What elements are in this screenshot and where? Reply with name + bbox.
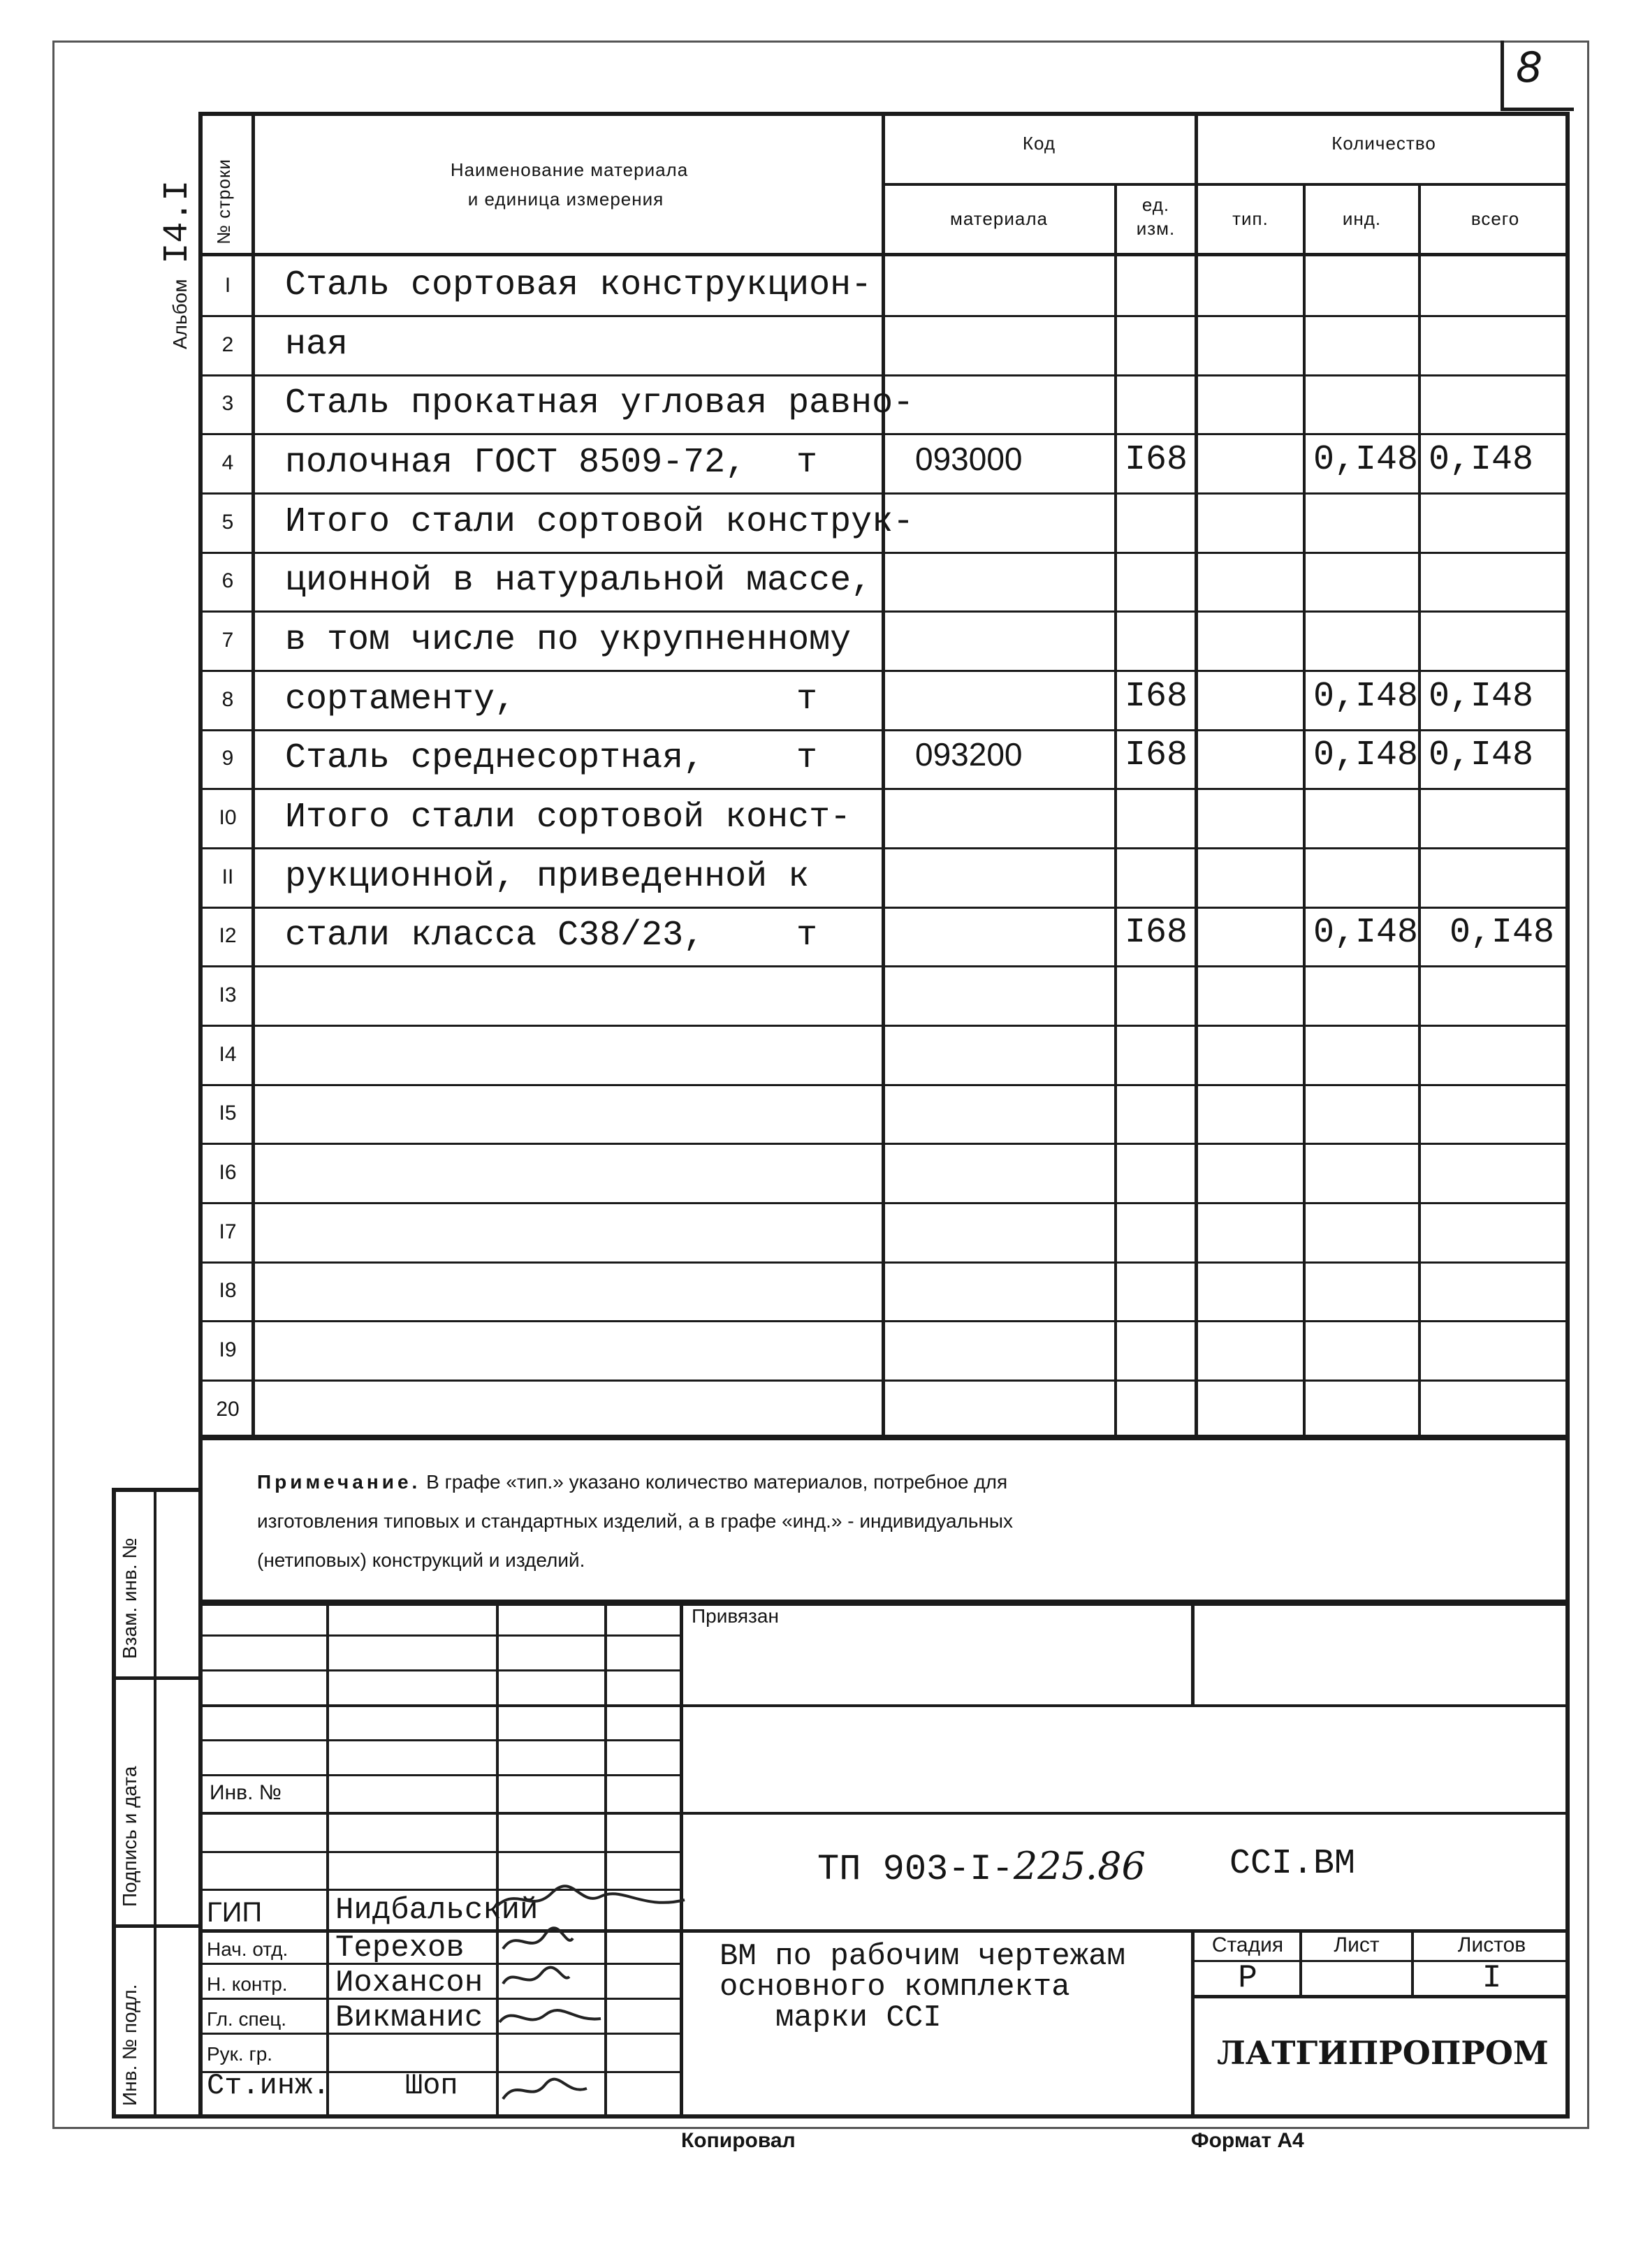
row-name: стали класса С38/23, xyxy=(285,916,705,956)
row-unit: I68 xyxy=(1125,440,1188,480)
row-name: Итого стали сортовой конст- xyxy=(285,798,852,837)
row-unit: I68 xyxy=(1125,677,1188,717)
row-number: 8 xyxy=(221,688,234,711)
signer-role: Нач. отд. xyxy=(207,1938,289,1960)
col-line-unit xyxy=(1195,112,1198,1439)
row-number: I9 xyxy=(219,1338,237,1361)
note-text-2: изготовления типовых и стандартных изделий, а в графе «инд.» - индивидуальных xyxy=(257,1510,1014,1532)
row-code: 093000 xyxy=(915,441,1023,477)
header-unit-1: ед. xyxy=(1141,194,1170,215)
header-name-2: и единица измерения xyxy=(467,189,664,210)
header-name-1: Наименование материала xyxy=(450,159,689,180)
signer-role: Рук. гр. xyxy=(207,2043,273,2065)
row-ind: 0,I48 xyxy=(1313,677,1419,717)
signature-marks xyxy=(489,1879,699,2116)
row-unit: I68 xyxy=(1125,913,1188,953)
row-unit-t: т xyxy=(796,916,818,956)
signer-role: Н. контр. xyxy=(207,1973,288,1995)
signer-name: Викманис xyxy=(335,2000,483,2035)
col-line-code xyxy=(1114,183,1117,1439)
row-ind: 0,I48 xyxy=(1313,913,1419,953)
row-number: 9 xyxy=(221,747,234,770)
row-unit: I68 xyxy=(1125,736,1188,775)
sheet-label: Лист xyxy=(1334,1933,1380,1956)
footer-format: Формат А4 xyxy=(1191,2129,1304,2152)
header-row-no: № строки xyxy=(213,159,234,244)
row-unit-t: т xyxy=(796,443,818,483)
note xyxy=(257,1463,1556,1580)
side-label-podpis: Подпись и дата xyxy=(119,1766,140,1907)
row-number: I5 xyxy=(219,1102,237,1125)
album-number: I4.I xyxy=(158,180,198,264)
row-name: ционной в натуральной массе, xyxy=(285,561,873,601)
note-line-1 xyxy=(257,1463,1556,1502)
signer-role: Гл. спец. xyxy=(207,2008,287,2030)
note-lead: Примечание. xyxy=(257,1471,421,1493)
note-text-1: В графе «тип.» указано количество материалов, потребное для xyxy=(426,1471,1008,1493)
row-number: I7 xyxy=(219,1220,237,1243)
row-unit-t: т xyxy=(796,738,818,778)
col-line-typ xyxy=(1303,183,1306,1439)
row-unit-t: т xyxy=(796,680,818,719)
doc-title-2: основного комплекта xyxy=(720,1970,1070,2005)
signer-name: Терехов xyxy=(335,1931,465,1966)
row-total: 0,I48 xyxy=(1429,736,1534,775)
row-number: I3 xyxy=(219,983,237,1007)
privyazan-label: Привязан xyxy=(692,1605,779,1627)
signer-role: ГИП xyxy=(207,1897,263,1928)
side-label-inv-podl: Инв. № подл. xyxy=(119,1984,140,2106)
row-number: 3 xyxy=(221,392,234,415)
album-label xyxy=(158,180,198,349)
row-number: 4 xyxy=(221,451,234,474)
row-number: I0 xyxy=(219,806,237,829)
header-code: Код xyxy=(1022,133,1056,154)
header-quantity: Количество xyxy=(1331,133,1436,154)
row-name: Сталь прокатная угловая равно- xyxy=(285,383,914,423)
note-text-3: (нетиповых) конструкций и изделий. xyxy=(257,1549,585,1571)
row-name: Итого стали сортовой конструк- xyxy=(285,502,914,542)
header-typ: тип. xyxy=(1232,208,1269,229)
side-label-vzam: Взам. инв. № xyxy=(119,1537,140,1659)
row-name: сортаменту, xyxy=(285,680,516,719)
row-number: 20 xyxy=(216,1398,240,1421)
row-number: 5 xyxy=(221,511,234,534)
row-name: Сталь среднесортная, xyxy=(285,738,705,778)
doc-title-3: марки ССI xyxy=(775,2000,942,2035)
row-number: 7 xyxy=(221,629,234,652)
header-unit-2: изм. xyxy=(1136,218,1176,239)
stage-value: Р xyxy=(1238,1960,1257,1996)
col-line-name xyxy=(882,112,885,1439)
row-ind: 0,I48 xyxy=(1313,440,1419,480)
row-number: I2 xyxy=(219,924,237,947)
doc-code xyxy=(817,1844,1146,1890)
header-material: материала xyxy=(950,208,1048,229)
doc-code-handwritten: 225.86 xyxy=(1013,1844,1146,1888)
row-name: Сталь сортовая конструкцион- xyxy=(285,265,873,305)
row-total: 0,I48 xyxy=(1450,913,1555,953)
row-number: I xyxy=(224,274,231,297)
doc-title-1: ВМ по рабочим чертежам xyxy=(720,1939,1125,1974)
signer-name: Нидбальский xyxy=(335,1893,539,1928)
signer-name: Иохансон xyxy=(335,1966,483,2000)
sheet-number: 8 xyxy=(1516,43,1543,92)
signer-name: Шоп xyxy=(405,2069,458,2102)
row-ind: 0,I48 xyxy=(1313,736,1419,775)
row-name: полочная ГОСТ 8509-72, xyxy=(285,443,747,483)
row-name: ная xyxy=(285,325,349,365)
doc-code-printed: ТП 903-I- xyxy=(817,1849,1014,1890)
sheets-value: I xyxy=(1482,1960,1502,1996)
row-name: рукционной, приведенной к xyxy=(285,857,810,897)
row-total: 0,I48 xyxy=(1429,440,1534,480)
row-total: 0,I48 xyxy=(1429,677,1534,717)
stage-label: Стадия xyxy=(1211,1933,1284,1956)
row-number: II xyxy=(221,865,234,888)
doc-mark: CCI.BM xyxy=(1229,1844,1356,1884)
organization: ЛАТГИПРОПРОМ xyxy=(1217,2034,1549,2072)
row-name: в том числе по укрупненному xyxy=(285,620,852,660)
inv-no-label: Инв. № xyxy=(210,1781,282,1804)
row-number: I6 xyxy=(219,1161,237,1184)
footer-copied: Копировал xyxy=(681,2129,796,2152)
row-code: 093200 xyxy=(915,736,1023,773)
header-total: всего xyxy=(1470,208,1520,229)
sheets-label: Листов xyxy=(1457,1933,1526,1956)
row-number: I4 xyxy=(219,1043,237,1066)
row-number: I8 xyxy=(219,1279,237,1302)
row-number: 6 xyxy=(221,569,234,592)
album-label-text: Альбом xyxy=(169,279,191,349)
header-ind: инд. xyxy=(1342,208,1382,229)
col-line-ind xyxy=(1418,183,1421,1439)
signer-role: Ст.инж. xyxy=(207,2069,330,2102)
row-number: 2 xyxy=(221,333,234,356)
